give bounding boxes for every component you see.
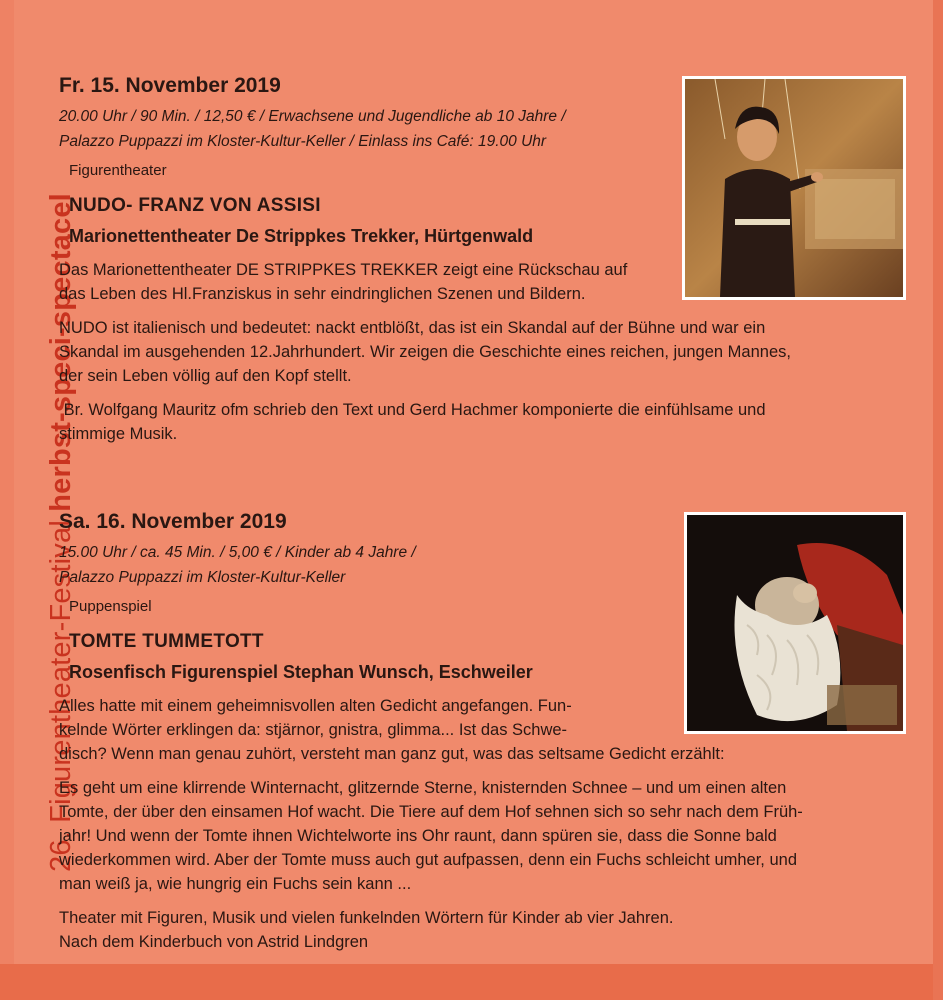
event-details-line: 15.00 Uhr / ca. 45 Min. / 5,00 € / Kinder ab 4 Jahre / <box>59 544 416 561</box>
bottom-band <box>0 964 943 1000</box>
event-date: Sa. 16. November 2019 <box>59 510 287 533</box>
text-line: Das Marionettentheater DE STRIPPKES TREKKER zeigt eine Rückschau auf <box>59 261 628 279</box>
event-paragraph <box>59 316 791 388</box>
event-title: TOMTE TUMMETOTT <box>69 631 264 652</box>
text-line: Es geht um eine klirrende Winternacht, glitzernde Sterne, knisternden Schnee – und um einen alten <box>59 779 787 797</box>
event-details-line: 20.00 Uhr / 90 Min. / 12,50 € / Erwachsene und Jugendliche ab 10 Jahre / <box>59 108 566 125</box>
text-line: man weiß ja, wie hungrig ein Fuchs sein kann ... <box>59 875 412 893</box>
event-paragraph <box>59 398 791 446</box>
tomte-puppet-photo <box>684 512 906 734</box>
event-genre: Puppenspiel <box>69 598 152 615</box>
event-paragraph <box>59 776 803 896</box>
event-paragraph <box>59 906 803 954</box>
event-details-line: Palazzo Puppazzi im Kloster-Kultur-Keller <box>59 569 346 586</box>
marionette-photo <box>682 76 906 300</box>
text-line: wiederkommen wird. Aber der Tomte muss auch gut aufpassen, denn ein Fuchs schleicht umher, und <box>59 851 798 869</box>
text-line: Alles hatte mit einem geheimnisvollen alten Gedicht angefangen. Fun- <box>59 697 572 715</box>
event-date: Fr. 15. November 2019 <box>59 74 281 97</box>
event-company: Rosenfisch Figurenspiel Stephan Wunsch, Eschweiler <box>69 662 533 682</box>
text-line: Tomte, der über den einsamen Hof wacht. Die Tiere auf dem Hof sehnen sich so sehr nach dem Früh- <box>59 803 803 821</box>
festival-name: 26. Figurentheater-Festival <box>45 511 77 872</box>
event-details-line: Palazzo Puppazzi im Kloster-Kultur-Keller / Einlass ins Café: 19.00 Uhr <box>59 133 547 150</box>
right-edge-band <box>933 0 943 1000</box>
event-genre: Figurentheater <box>69 162 167 179</box>
text-line: Br. Wolfgang Mauritz ofm schrieb den Text und Gerd Hachmer komponierte die einfühlsame und <box>59 401 766 419</box>
text-line: disch? Wenn man genau zuhört, versteht man ganz gut, was das seltsame Gedicht erzählt: <box>59 745 725 763</box>
text-line: der sein Leben völlig auf den Kopf stellt. <box>59 367 352 385</box>
text-line: stimmige Musik. <box>59 425 178 443</box>
text-line: Skandal im ausgehenden 12.Jahrhundert. Wir zeigen die Geschichte eines reichen, jungen Mannes, <box>59 343 791 361</box>
text-line: das Leben des Hl.Franziskus in sehr eindringlichen Szenen und Bildern. <box>59 285 586 303</box>
text-line: Theater mit Figuren, Musik und vielen funkelnden Wörtern für Kinder ab vier Jahren. <box>59 909 674 927</box>
event-company: Marionettentheater De Strippkes Trekker, Hürtgenwald <box>69 226 534 246</box>
text-line: NUDO ist italienisch und bedeutet: nackt entblößt, das ist ein Skandal auf der Bühne und war ein <box>59 319 766 337</box>
festival-motto: herbst-speci-spectacel <box>45 193 77 512</box>
text-line: Nach dem Kinderbuch von Astrid Lindgren <box>59 933 369 951</box>
text-line: jahr! Und wenn der Tomte ihnen Wichtelworte ins Ohr raunt, dann spüren sie, dass die Sonne bald <box>59 827 777 845</box>
text-line: kelnde Wörter erklingen da: stjärnor, gnistra, glimma... Ist das Schwe- <box>59 721 568 739</box>
event-title: NUDO- FRANZ VON ASSISI <box>69 195 321 216</box>
